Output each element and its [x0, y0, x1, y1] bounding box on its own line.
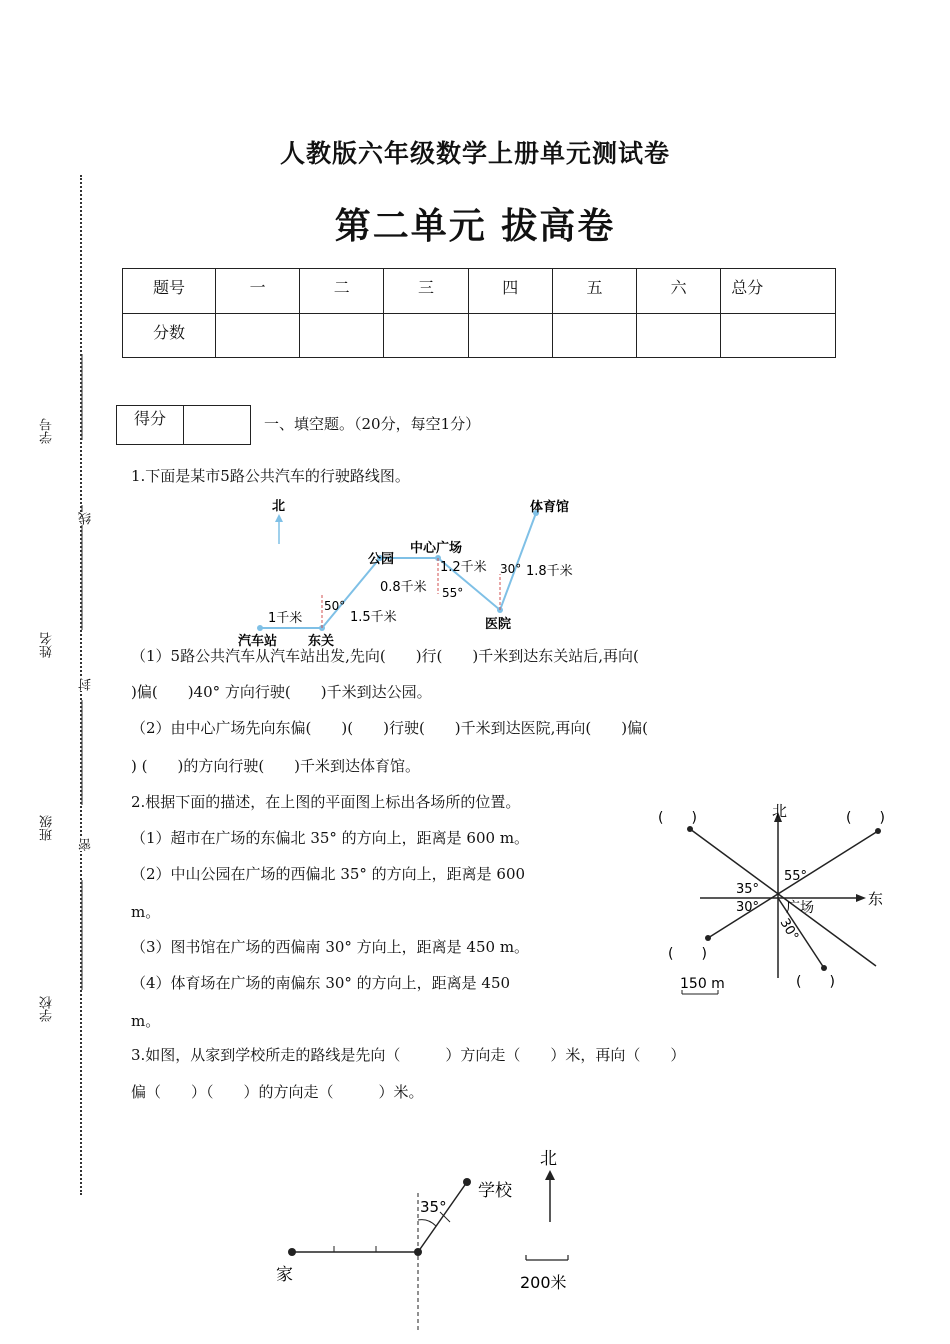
scale-label: 200米 [520, 1273, 567, 1292]
north-label: 北 [540, 1149, 557, 1169]
score-cell[interactable] [468, 313, 552, 358]
score-table-header: 三 [384, 269, 468, 314]
score-table-header: 题号 [123, 269, 216, 314]
station-label: 体育馆 [530, 500, 570, 515]
score-cell[interactable] [300, 313, 384, 358]
home-school-diagram [260, 1140, 620, 1340]
east-label: 东 [868, 890, 884, 908]
station-label: 汽车站 [238, 634, 278, 649]
blank-nw: ( ) [658, 810, 697, 826]
score-cell[interactable] [384, 313, 468, 358]
q2-item: （1）超市在广场的东偏北 35° 的方向上，距离是 600 m。 [131, 829, 530, 847]
unit-title: 第二单元 拔高卷 [334, 206, 616, 247]
bus-route-map [230, 490, 600, 650]
q1-sub1-line2: )偏( )40° 方向行驶( )千米到达公园。 [131, 683, 432, 701]
angle-label: 35° [420, 1198, 447, 1216]
score-table [122, 268, 836, 358]
q3-line1: 3.如图，从家到学校所走的路线是先向（ ）方向走（ ）米，再向（ ） [131, 1046, 686, 1064]
school-label: 学校 [478, 1181, 512, 1201]
angle-label: 35° [736, 882, 760, 897]
label-student-id: 学号 [40, 418, 55, 444]
label-school: 学校 [40, 996, 55, 1022]
score-table-header: 二 [300, 269, 384, 314]
angle-label: 55° [442, 586, 464, 600]
q1-text: 1.下面是某市5路公共汽车的行驶路线图。 [131, 467, 410, 485]
plaza-label: 广场 [786, 900, 814, 916]
q2-item: （3）图书馆在广场的西偏南 30° 方向上，距离是 450 m。 [131, 938, 530, 956]
score-table-header: 五 [552, 269, 636, 314]
angle-label: 55° [784, 869, 808, 884]
distance-label: 1.8千米 [526, 564, 573, 579]
q1-sub1-line1: （1）5路公共汽车从汽车站出发,先向( )行( )千米到达东关站后,再向( [131, 647, 639, 665]
scale-label: 150 m [680, 976, 725, 992]
q1-sub2-line1: （2）由中心广场先向东偏( )( )行驶( )千米到达医院,再向( )偏( [131, 719, 648, 737]
distance-label: 0.8千米 [380, 580, 427, 595]
north-label: 北 [772, 802, 788, 820]
angle-label: 30° [736, 900, 760, 915]
seal-line-char: 线 [79, 512, 94, 525]
blank-ne: ( ) [846, 810, 885, 826]
angle-label: 30° [776, 916, 801, 944]
station-label: 公园 [368, 552, 395, 567]
q1-north-label: 北 [272, 499, 286, 514]
station-label: 医院 [485, 617, 512, 632]
q2-item: m。 [131, 1012, 161, 1030]
q2-item: （2）中山公园在广场的西偏北 35° 的方向上，距离是 600 [131, 865, 526, 883]
section-score-label: 得分 [117, 406, 184, 444]
label-name: 姓名 [40, 632, 55, 658]
page-title: 人教版六年级数学上册单元测试卷 [279, 139, 670, 168]
section1-heading: 一、填空题。（20分，每空1分） [264, 415, 481, 433]
station-label: 东关 [308, 634, 335, 649]
angle-label: 30° [500, 562, 522, 576]
blank-sw: ( ) [668, 946, 707, 962]
q3-line2: 偏（ ）（ ）的方向走（ ）米。 [131, 1083, 424, 1101]
plaza-direction-diagram [650, 800, 920, 1000]
score-table-header: 六 [637, 269, 721, 314]
station-label: 中心广场 [410, 541, 463, 556]
label-class: 班级 [40, 815, 55, 841]
score-cell[interactable] [552, 313, 636, 358]
score-cell[interactable] [721, 313, 836, 358]
q2-item: m。 [131, 903, 161, 921]
q2-item: （4）体育场在广场的南偏东 30° 的方向上，距离是 450 [131, 974, 511, 992]
q2-text: 2.根据下面的描述，在上图的平面图上标出各场所的位置。 [131, 793, 521, 811]
score-table-header: 一 [215, 269, 299, 314]
seal-mi-char: 密 [79, 838, 94, 851]
blank-se: ( ) [796, 974, 835, 990]
distance-label: 1.5千米 [350, 610, 397, 625]
angle-label: 50° [324, 599, 346, 613]
score-table-row-label: 分数 [123, 313, 216, 358]
score-cell[interactable] [637, 313, 721, 358]
section-score-box [116, 405, 251, 445]
score-table-header: 四 [468, 269, 552, 314]
score-cell[interactable] [215, 313, 299, 358]
distance-label: 1.2千米 [440, 560, 487, 575]
home-label: 家 [276, 1265, 293, 1285]
q1-sub2-line2: ) ( )的方向行驶( )千米到达体育馆。 [131, 757, 421, 775]
score-table-header: 总分 [721, 269, 836, 314]
seal-feng-char: 封 [79, 678, 94, 691]
distance-label: 1千米 [268, 611, 303, 626]
